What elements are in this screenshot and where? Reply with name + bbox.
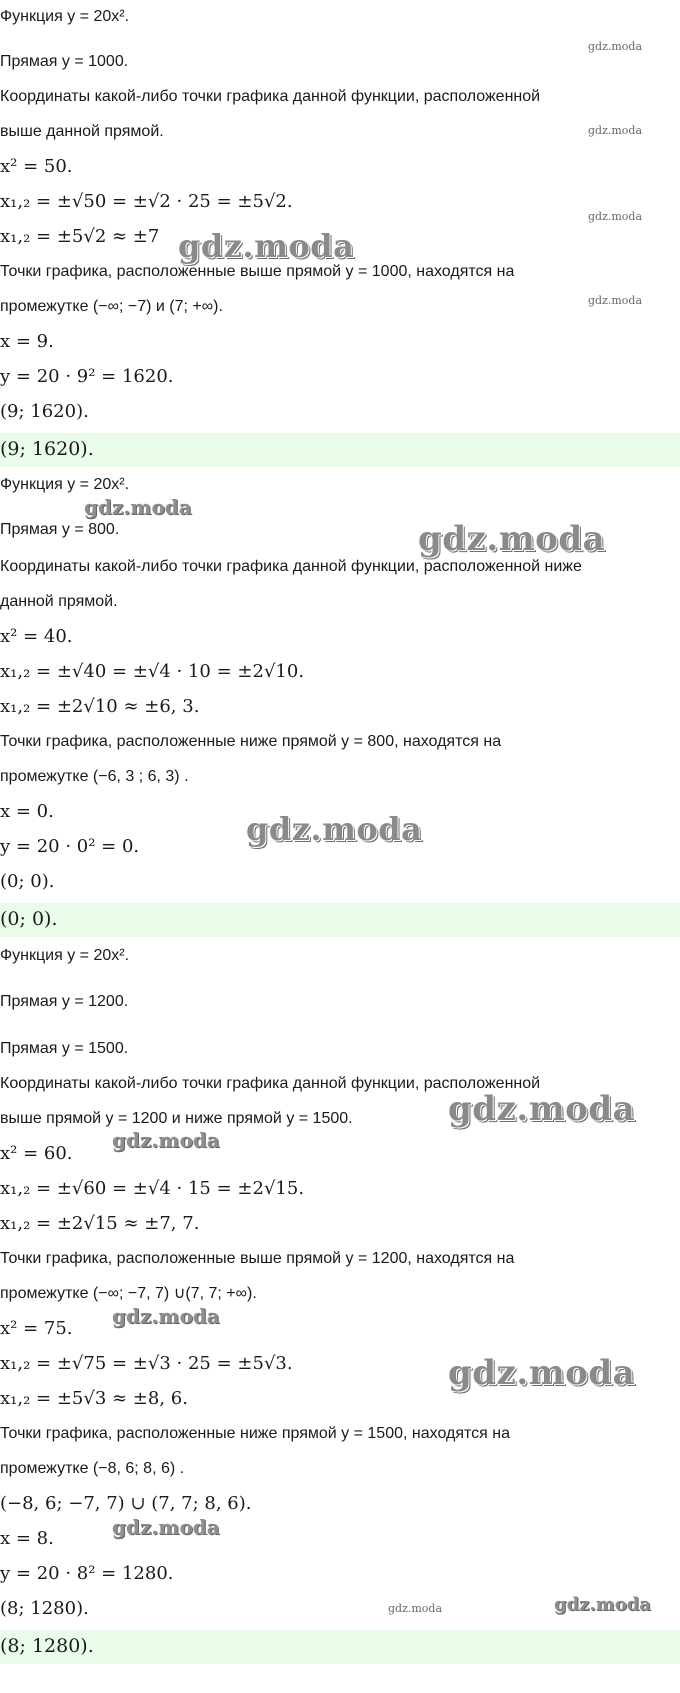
watermark-small: gdz.moda bbox=[588, 210, 643, 223]
s3-y: y = 20 · 8² = 1280. bbox=[0, 1563, 174, 1584]
s1-y: y = 20 · 9² = 1620. bbox=[0, 366, 174, 387]
s3-range1-b: промежутке (−∞; −7, 7) ∪(7, 7; +∞). bbox=[0, 1285, 257, 1302]
s1-task-a: Координаты какой-либо точки графика данной функции, расположенной bbox=[0, 88, 541, 105]
s2-answer: (0; 0). bbox=[0, 908, 58, 930]
s3-point: (8; 1280). bbox=[0, 1598, 89, 1619]
watermark-large: gdz.moda bbox=[448, 1353, 636, 1393]
s3-answer: (8; 1280). bbox=[0, 1635, 94, 1657]
watermark-small: gdz.moda bbox=[588, 124, 643, 137]
watermark-medium: gdz.moda bbox=[84, 495, 192, 519]
s2-task-a: Координаты какой-либо точки графика данной функции, расположенной ниже bbox=[0, 558, 582, 575]
s2-y: y = 20 · 0² = 0. bbox=[0, 836, 140, 857]
s3-line2: Прямая y = 1500. bbox=[0, 1040, 129, 1057]
s1-task-b: выше данной прямой. bbox=[0, 123, 164, 140]
s2-line: Прямая y = 800. bbox=[0, 521, 120, 538]
watermark-small: gdz.moda bbox=[588, 40, 643, 53]
s3-task-a: Координаты какой-либо точки графика данной функции, расположенной bbox=[0, 1075, 541, 1092]
s1-range-b: промежутке (−∞; −7) и (7; +∞). bbox=[0, 298, 223, 315]
s3-function: Функция y = 20x². bbox=[0, 947, 130, 964]
watermark-large: gdz.moda bbox=[178, 227, 355, 265]
s3-eq3: x₁,₂ = ±2√15 ≈ ±7, 7. bbox=[0, 1213, 200, 1234]
s1-eq2: x₁,₂ = ±√50 = ±√2 · 25 = ±5√2. bbox=[0, 191, 293, 212]
s3-answer-box bbox=[0, 1630, 680, 1664]
watermark-small: gdz.moda bbox=[588, 294, 643, 307]
s3-range1-a: Точки графика, расположенные выше прямой y = 1200, находятся на bbox=[0, 1250, 515, 1267]
s3-eq5: x₁,₂ = ±√75 = ±√3 · 25 = ±5√3. bbox=[0, 1353, 293, 1374]
s3-eq2: x₁,₂ = ±√60 = ±√4 · 15 = ±2√15. bbox=[0, 1178, 305, 1199]
s2-task-b: данной прямой. bbox=[0, 593, 118, 610]
watermark-medium: gdz.moda bbox=[112, 1128, 220, 1152]
s1-point: (9; 1620). bbox=[0, 401, 89, 422]
s2-range-b: промежутке (−6, 3 ; 6, 3) . bbox=[0, 768, 189, 785]
s2-answer-box bbox=[0, 903, 680, 937]
s3-x: x = 8. bbox=[0, 1528, 54, 1549]
s1-eq3: x₁,₂ = ±5√2 ≈ ±7 bbox=[0, 226, 160, 247]
s3-eq4: x² = 75. bbox=[0, 1318, 73, 1339]
s1-answer: (9; 1620). bbox=[0, 438, 94, 460]
s3-range2-a: Точки графика, расположенные ниже прямой y = 1500, находятся на bbox=[0, 1425, 510, 1442]
s3-range2-b: промежутке (−8, 6; 8, 6) . bbox=[0, 1460, 185, 1477]
s2-eq2: x₁,₂ = ±√40 = ±√4 · 10 = ±2√10. bbox=[0, 661, 305, 682]
watermark-small: gdz.moda bbox=[388, 1602, 443, 1615]
s1-line: Прямая y = 1000. bbox=[0, 53, 129, 70]
s1-eq1: x² = 50. bbox=[0, 156, 73, 177]
s2-point: (0; 0). bbox=[0, 871, 55, 892]
s2-eq1: x² = 40. bbox=[0, 626, 73, 647]
s2-range-a: Точки графика, расположенные ниже прямой y = 800, находятся на bbox=[0, 733, 502, 750]
s3-eq6: x₁,₂ = ±5√3 ≈ ±8, 6. bbox=[0, 1388, 188, 1409]
s1-answer-box bbox=[0, 433, 680, 467]
watermark-large: gdz.moda bbox=[246, 810, 423, 848]
s1-function: Функция y = 20x². bbox=[0, 8, 130, 25]
s3-eq1: x² = 60. bbox=[0, 1143, 73, 1164]
s3-union: (−8, 6; −7, 7) ∪ (7, 7; 8, 6). bbox=[0, 1493, 252, 1514]
watermark-large: gdz.moda bbox=[448, 1089, 636, 1129]
watermark-medium: gdz.moda bbox=[554, 1594, 651, 1615]
watermark-large: gdz.moda bbox=[418, 519, 606, 559]
s3-line1: Прямая y = 1200. bbox=[0, 993, 129, 1010]
watermark-medium: gdz.moda bbox=[112, 1304, 220, 1328]
s1-range-a: Точки графика, расположенные выше прямой y = 1000, находятся на bbox=[0, 263, 515, 280]
s2-eq3: x₁,₂ = ±2√10 ≈ ±6, 3. bbox=[0, 696, 200, 717]
s1-x: x = 9. bbox=[0, 331, 54, 352]
watermark-medium: gdz.moda bbox=[112, 1515, 220, 1539]
s3-task-b: выше прямой y = 1200 и ниже прямой y = 1500. bbox=[0, 1110, 353, 1127]
s2-function: Функция y = 20x². bbox=[0, 476, 130, 493]
s2-x: x = 0. bbox=[0, 801, 54, 822]
